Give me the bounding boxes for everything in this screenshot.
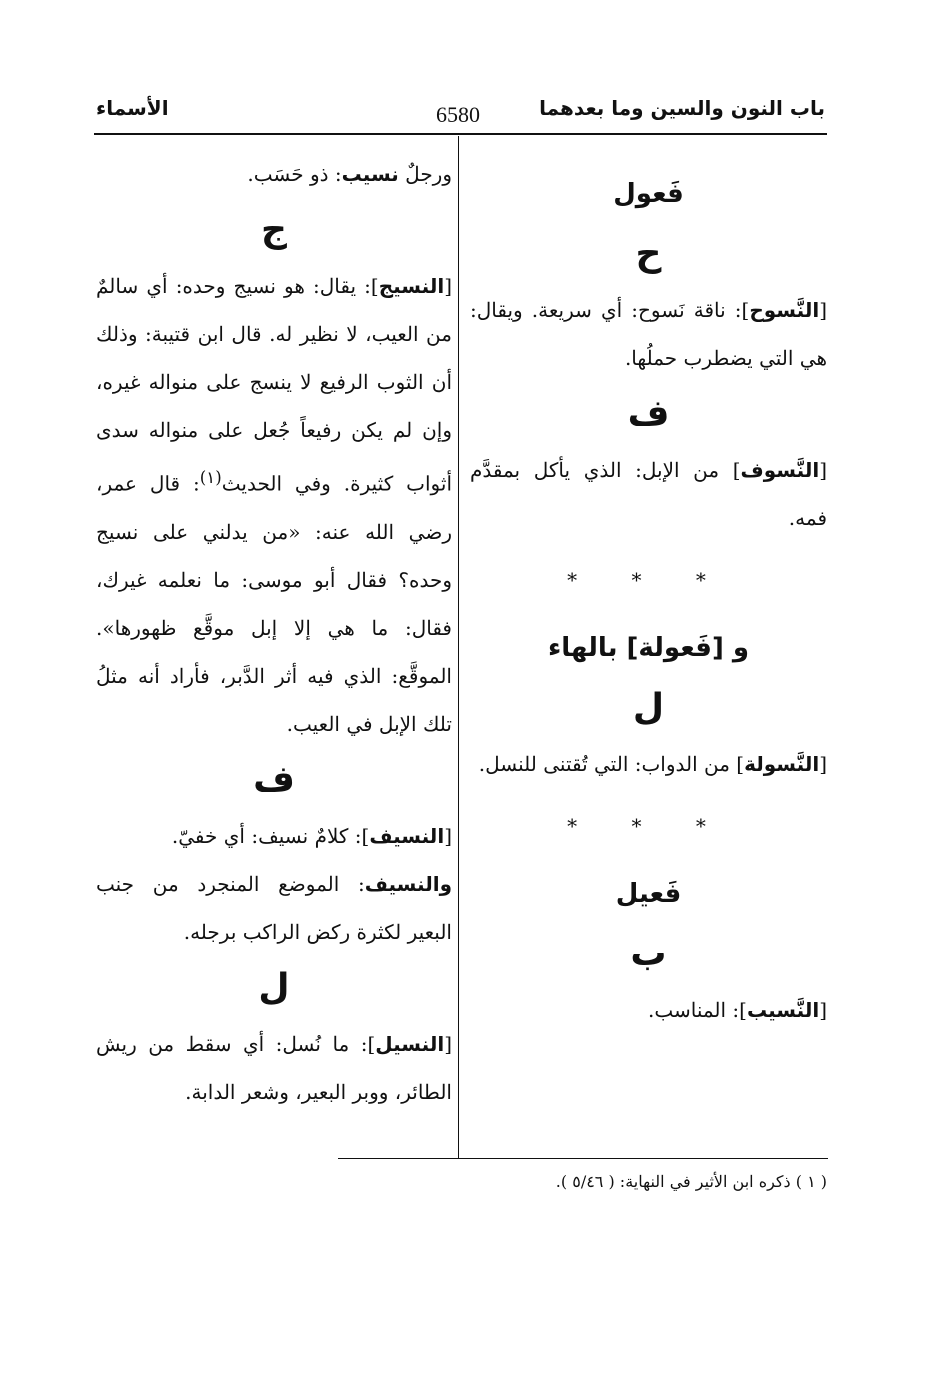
headword: النَّسوح <box>749 298 820 322</box>
letter-heading: ب <box>630 933 667 974</box>
headword: النسيل <box>375 1031 445 1056</box>
letter-heading: ف <box>627 393 670 434</box>
entry-nasif: [النسيف]: كلامٌ نسيف: أي خفيّ. <box>171 823 452 848</box>
letter-heading: ل <box>632 687 665 728</box>
footnote-rule <box>338 1158 828 1159</box>
page-number: 6580 <box>436 102 480 127</box>
pattern-heading: فَعول <box>613 179 684 209</box>
letter-heading: ج <box>261 209 287 250</box>
headword: النسيف <box>369 823 445 848</box>
headword: والنسيف <box>364 871 452 896</box>
headword: نسيب <box>341 162 399 186</box>
letter-heading: ح <box>635 233 662 274</box>
headword: النَّسيب <box>746 998 820 1022</box>
entry-nasib: [النَّسيب]: المناسب. <box>647 998 827 1022</box>
section-separator: * * * <box>567 814 730 838</box>
headword: النَّسوف <box>740 458 820 482</box>
section-separator: * * * <box>567 568 730 592</box>
letter-heading: ف <box>253 758 295 800</box>
entry-nasula: [النَّسولة] من الدواب: التي تُقتنى للنسل. <box>478 752 827 776</box>
entry-nasif-2: والنسيف: الموضع المنجرد من جنب البعير لكثرة ركض الراكب برجله. <box>96 871 452 944</box>
header-rule <box>94 133 827 135</box>
pattern-heading: و [فَعولة] بالهاء <box>547 633 750 663</box>
column-divider <box>458 136 459 1158</box>
entry-nasil: [النسيل]: ما نُسل: أي سقط من ريش الطائر، ووبر البعير، وشعر الدابة. <box>96 1031 452 1104</box>
letter-heading: ل <box>258 966 290 1008</box>
footnote-reference[interactable]: (١) <box>199 468 222 487</box>
entry-nasij: [النسيج]: يقال: هو نسيج وحده: أي سالمٌ من العيب، لا نظير له. قال ابن قتيبة: وذلك أن الثوب الرفيع لا ينسج على منواله غيره، وإن لم يكن رفيعاً جُعل على منواله سدى أثواب كثيرة. وفي الحديث$^{(١)}$: قال عمر، رضي الله عنه: «من يدلني على نسيج وحده؟ فقال أبو موسى: ما نعلمه غيرك، فقال: ما هي إلا إبل موقَّع ظهورها». الموقَّع: الذي فيه أثر الدَّبر، فأراد أنه مثلُ تلك الإبل في العيب. <box>96 274 452 736</box>
entry-nasuf: [النَّسوف] من الإبل: الذي يأكل بمقدَّم فمه. <box>470 458 827 530</box>
right-column <box>470 160 827 1034</box>
entry-nasuh: [النَّسوح]: ناقة نَسوح: أي سريعة. ويقال: هي التي يضطرب حملُها. <box>470 298 827 370</box>
footnote: ( ١ ) ذكره ابن الأثير في النهاية: ( ٥/٤٦ ). <box>555 1172 827 1191</box>
pattern-heading: فَعيل <box>615 879 682 909</box>
left-column <box>96 150 452 1116</box>
section-title: الأسماء <box>96 96 169 120</box>
headword: النَّسولة <box>744 752 820 776</box>
entry-rajul-nasib: ورجلٌ نسيب: ذو حَسَب. <box>247 162 452 186</box>
headword: النسيج <box>378 274 445 298</box>
chapter-title: باب النون والسين وما بعدهما <box>539 96 825 120</box>
